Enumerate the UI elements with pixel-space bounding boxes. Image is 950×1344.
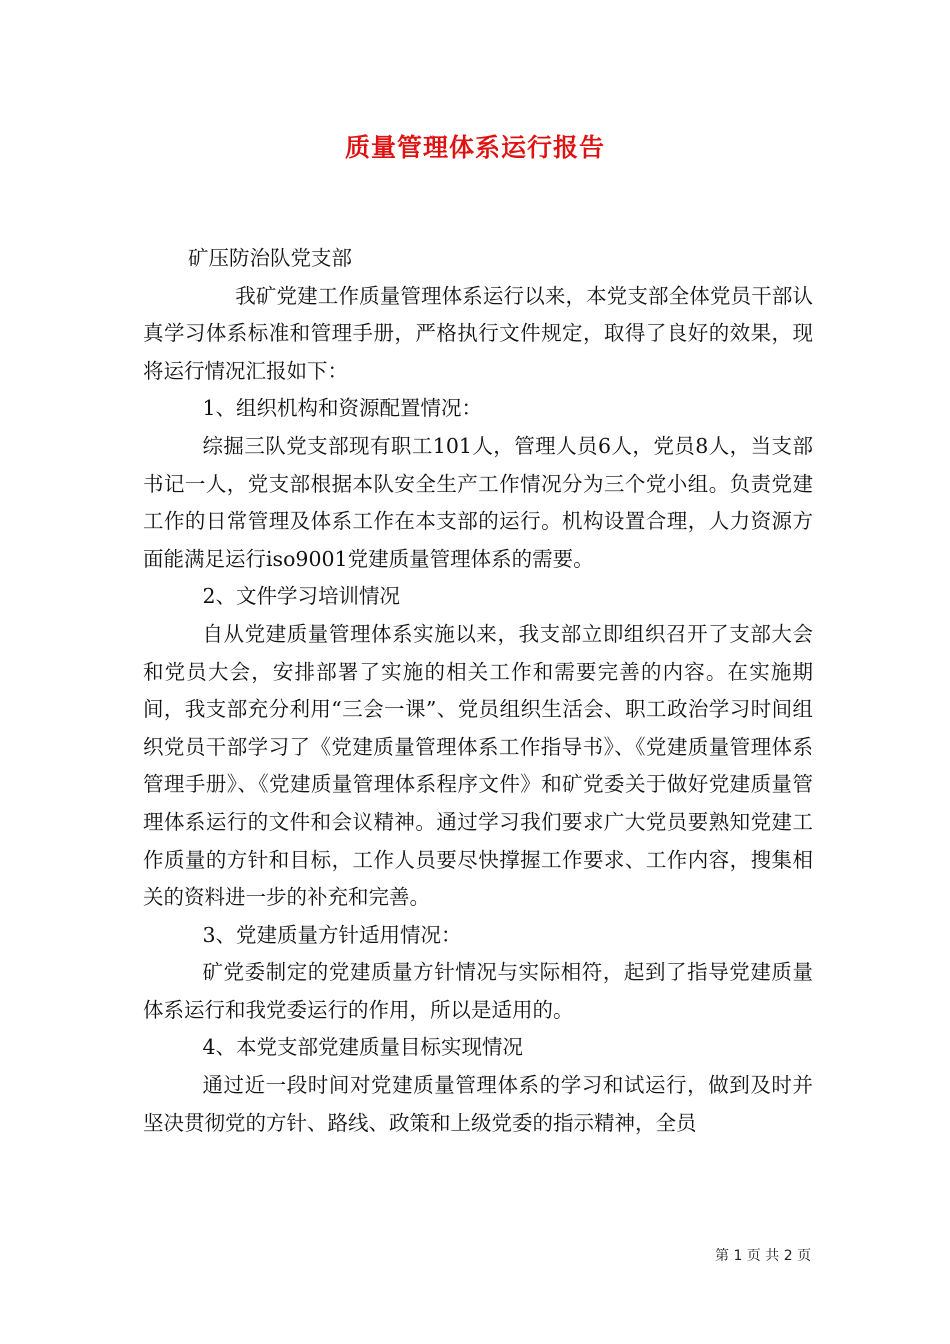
document-title: 质量管理体系运行报告: [344, 133, 605, 162]
paragraph: 3、党建质量方针适用情况：: [202, 922, 462, 947]
page-footer: 第 1 页 共 2 页: [715, 1248, 812, 1264]
paragraph: 1、组织机构和资源配置情况：: [202, 396, 482, 421]
organization-name: 矿压防治队党支部: [188, 246, 352, 270]
paragraph: 4、本党支部党建质量目标实现情况: [202, 1035, 523, 1060]
document-body: [143, 240, 813, 1142]
paragraph-list: [143, 278, 813, 1143]
paragraph: 2、文件学习培训情况: [202, 584, 400, 609]
paragraph: 矿党委制定的党建质量方针情况与实际相符，起到了指导党建质量体系运行和我党委运行的作用，所以是适用的。: [143, 960, 813, 1022]
paragraph: 我矿党建工作质量管理体系运行以来，本党支部全体党员干部认真学习体系标准和管理手册，严格执行文件规定，取得了良好的效果，现将运行情况汇报如下：: [143, 283, 813, 383]
paragraph: 综掘三队党支部现有职工101人，管理人员6人，党员8人，当支部书记一人，党支部根据本队安全生产工作情况分为三个党小组。负责党建工作的日常管理及体系工作在本支部的运行。机构设置合理，人力资源方面能满足运行iso9001党建质量管理体系的需要。: [143, 433, 813, 571]
paragraph: 自从党建质量管理体系实施以来，我支部立即组织召开了支部大会和党员大会，安排部署了实施的相关工作和需要完善的内容。在实施期间，我支部充分利用“三会一课”、党员组织生活会、职工政治学习时间组织党员干部学习了《党建质量管理体系工作指导书》、《党建质量管理体系管理手册》、《党建质量管理体系程序文件》和矿党委关于做好党建质量管理体系运行的文件和会议精神。通过学习我们要求广大党员要熟知党建工作质量的方针和目标，工作人员要尽快撑握工作要求、工作内容，搜集相关的资料进一步的补充和完善。: [143, 621, 813, 910]
paragraph: 通过近一段时间对党建质量管理体系的学习和试运行，做到及时并坚决贯彻党的方针、路线、政策和上级党委的指示精神，全员: [143, 1073, 813, 1135]
